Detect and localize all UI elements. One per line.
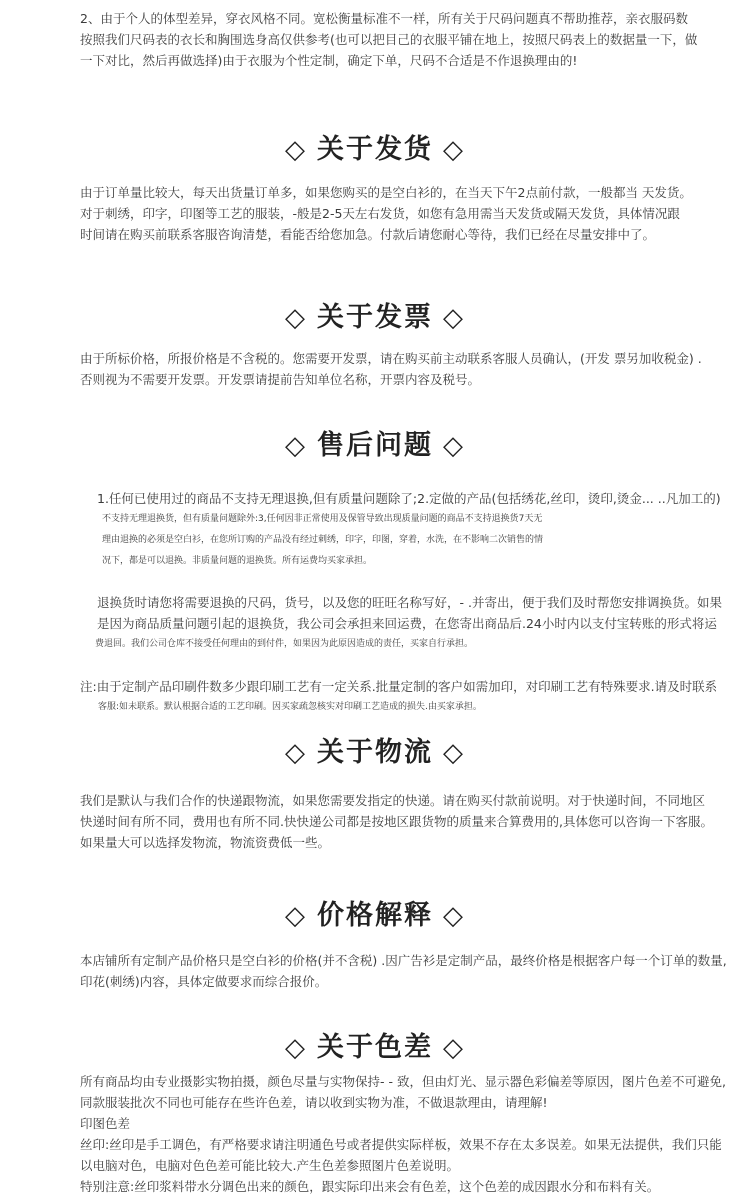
after-sales-line: 不支持无理退换货，但有质量问题除外:3,任何因非正常使用及保管导致出现质量问题的商品不支持退换货7天无 — [102, 514, 543, 524]
pricing-body — [80, 950, 746, 992]
shipping-body — [80, 182, 746, 245]
diamond-icon: ◇ — [443, 738, 465, 768]
logistics-line: 如果量大可以选择发物流，物流资费低一些。 — [80, 835, 331, 850]
after-sales-para2 — [97, 592, 746, 655]
sizing-note — [80, 8, 746, 71]
diamond-icon: ◇ — [285, 901, 307, 931]
after-sales-line: 费退回。我们公司仓库不接受任何理由的到付件，如果因为此原因造成的责任，买家自行承担。 — [95, 639, 474, 649]
color-heading — [0, 1025, 750, 1064]
color-line: 同款服装批次不同也可能存在些许色差，请以收到实物为准，不做退款理由，请理解! — [80, 1095, 548, 1110]
color-line: 所有商品均由专业摄影实物拍摄，颜色尽量与实物保持- - 致，但由灯光、显示器色彩偏差等原因，图片色差不可避免, — [80, 1074, 726, 1089]
color-body — [80, 1071, 746, 1197]
after-sales-line: 是因为商品质量问题引起的退换货，我公司会承担来回运费，在您寄出商品后.24小时内以支付宝转账的形式将运 — [97, 616, 717, 631]
pricing-heading — [0, 893, 750, 932]
invoice-line: 由于所标价格，所报价格是不含税的。您需要开发票，请在购买前主动联系客服人员确认，(开发 票另加收税金) . — [80, 351, 702, 366]
invoice-body — [80, 348, 746, 390]
diamond-icon: ◇ — [285, 738, 307, 768]
diamond-icon: ◇ — [285, 1033, 307, 1063]
invoice-heading — [0, 295, 750, 334]
diamond-icon: ◇ — [443, 901, 465, 931]
diamond-icon: ◇ — [443, 431, 465, 461]
logistics-body — [80, 790, 746, 853]
logistics-line: 快递时间有所不同，费用也有所不同.快快递公司都是按地区跟货物的质量来合算费用的,具体您可以咨询一下客服。 — [80, 814, 713, 829]
diamond-icon: ◇ — [443, 303, 465, 333]
invoice-title: 关于发票 — [317, 302, 433, 333]
color-title: 关于色差 — [317, 1032, 433, 1063]
color-line: 以电脑对色，电脑对色色差可能比较大.产生色差参照图片色差说明。 — [80, 1158, 459, 1173]
shipping-line: 由于订单量比较大，每天出货量订单多，如果您购买的是空白衫的，在当天下午2点前付款，一般都当 天发货。 — [80, 185, 692, 200]
pricing-title: 价格解释 — [317, 900, 433, 931]
logistics-line: 我们是默认与我们合作的快递跟物流，如果您需要发指定的快递。请在购买付款前说明。对于快递时间，不同地区 — [80, 793, 706, 808]
pricing-line: 印花(刺绣)内容，具体定做要求而综合报价。 — [80, 974, 328, 989]
diamond-icon: ◇ — [285, 135, 307, 165]
after-sales-para1 — [97, 488, 746, 572]
after-sales-line: 理由退换的必须是空白衫，在您所订购的产品没有经过刺绣，印字，印图，穿着，水洗，在不影响二次销售的情 — [102, 535, 544, 545]
after-sales-note-line: 客服:如未联系。默认根据合适的工艺印刷。因买家疏忽核实对印刷工艺造成的损失.由买家承担。 — [98, 702, 482, 712]
diamond-icon: ◇ — [285, 431, 307, 461]
shipping-line: 时间请在购买前联系客服咨询清楚，看能否给您加急。付款后请您耐心等待，我们已经在尽量安排中了。 — [80, 227, 656, 242]
pricing-line: 本店铺所有定制产品价格只是空白衫的价格(并不含税) .因广告衫是定制产品，最终价格是根据客户每一个订单的数量, — [80, 953, 727, 968]
after-sales-line: 退换货时请您将需要退换的尺码，货号，以及您的旺旺名称写好，- .并寄出，便于我们及时帮您安排调换货。如果 — [97, 595, 722, 610]
sizing-note-line: 2、由于个人的体型差异，穿衣风格不同。宽松衡量标准不一样，所有关于尺码问题真不帮助推荐，亲衣服码数 — [80, 11, 688, 26]
color-line: 印图色差 — [80, 1116, 131, 1131]
invoice-line: 否则视为不需要开发票。开发票请提前告知单位名称，开票内容及税号。 — [80, 372, 481, 387]
sizing-note-line: 按照我们尺码表的衣长和胸围选身高仅供参考(也可以把目己的衣服平铺在地上，按照尺码表上的数据量一下，做 — [80, 32, 698, 47]
diamond-icon: ◇ — [285, 303, 307, 333]
color-line: 丝印:丝印是手工调色，有严格要求请注明通色号或者提供实际样板，效果不存在太多误差。如果无法提供，我们只能 — [80, 1137, 722, 1152]
shipping-heading — [0, 127, 750, 166]
shipping-line: 对于刺绣，印字，印图等工艺的服装，-般是2-5天左右发货，如您有急用需当天发货或隔天发货，具体情况跟 — [80, 206, 680, 221]
after-sales-heading — [0, 423, 750, 462]
after-sales-line: 1.任何已使用过的商品不支持无理退换,但有质量问题除了;2.定做的产品(包括绣花,丝印，烫印,烫金... ..凡加工的) — [97, 491, 721, 506]
logistics-heading — [0, 730, 750, 769]
color-line: 特别注意:丝印浆料带水分调色出来的颜色，跟实际印出来会有色差，这个色差的成因跟水分和布料有关。 — [80, 1179, 660, 1194]
sizing-note-line: 一下对比，然后再做选择)由于衣服为个性定制，确定下单，尺码不合适是不作退换理由的! — [80, 53, 578, 68]
after-sales-note-line: 注:由于定制产品印刷件数多少跟印刷工艺有一定关系.批量定制的客户如需加印，对印刷工艺有特殊要求.请及时联系 — [80, 679, 718, 694]
after-sales-line: 况下，都是可以退换。非质量问题的退换货。所有运费均买家承担。 — [102, 556, 373, 566]
diamond-icon: ◇ — [443, 135, 465, 165]
after-sales-title: 售后问题 — [317, 430, 433, 461]
logistics-title: 关于物流 — [317, 737, 433, 768]
diamond-icon: ◇ — [443, 1033, 465, 1063]
shipping-title: 关于发货 — [317, 134, 433, 165]
after-sales-note — [80, 676, 746, 718]
